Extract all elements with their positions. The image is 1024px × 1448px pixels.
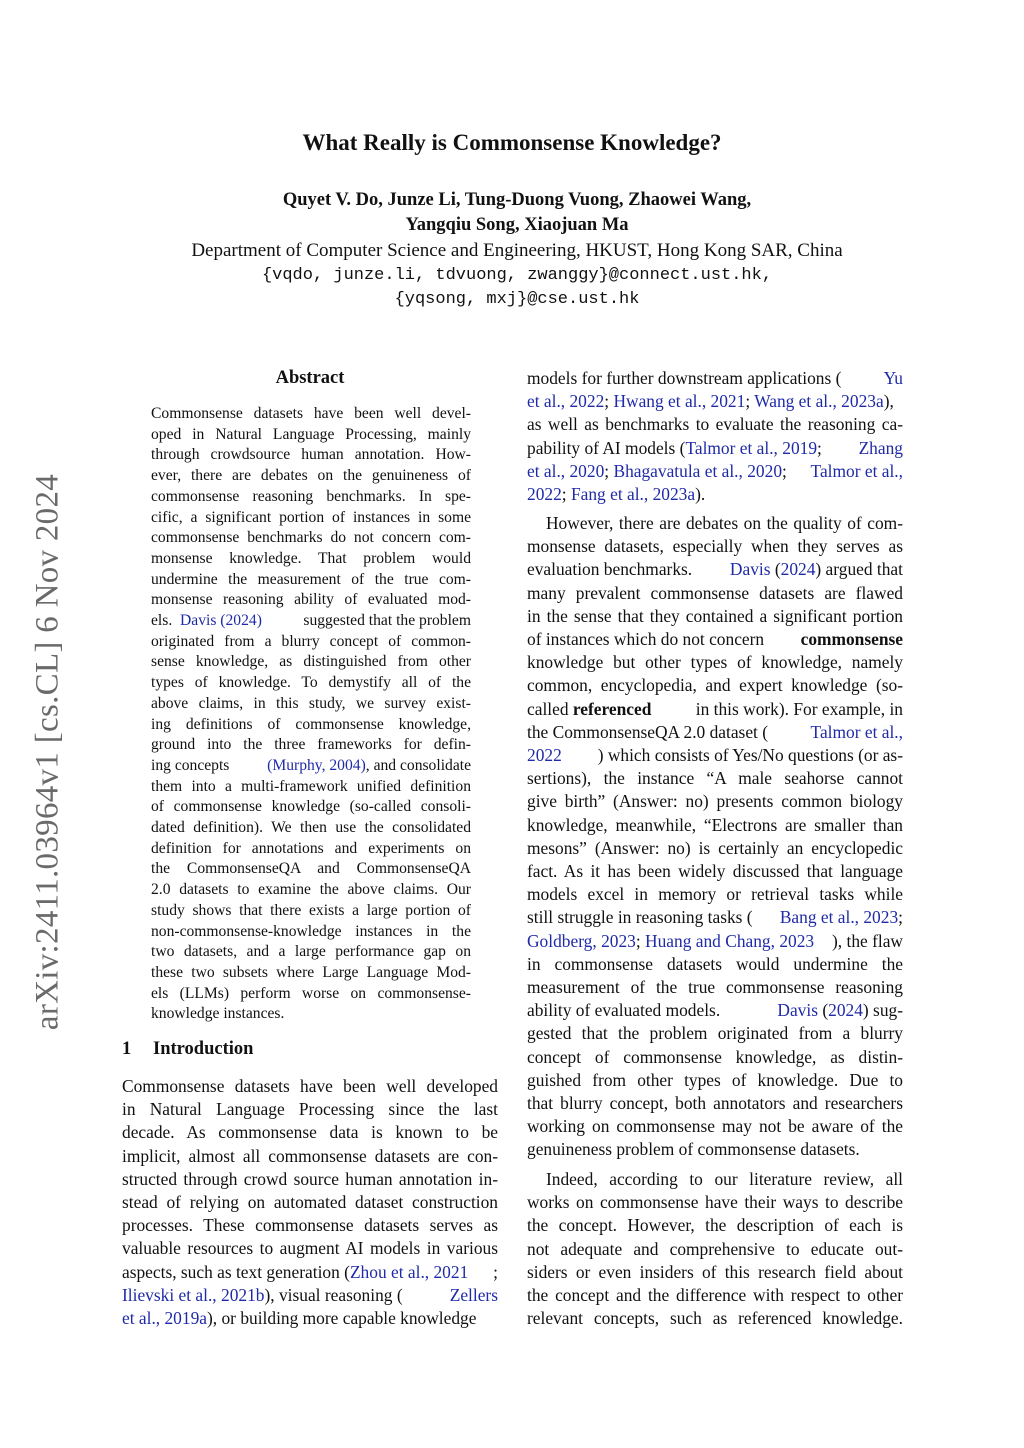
citation-zellers-2019a[interactable]: et al., 2019a	[122, 1308, 207, 1329]
body-line: siders or even insiders of this research field about	[527, 1261, 903, 1282]
intro-right-paragraph-2	[527, 512, 903, 1162]
authors-line-1: Quyet V. Do, Junze Li, Tung-Duong Vuong, Zhaowei Wang,	[282, 190, 752, 210]
body-line: models excel in memory or retrieval tasks while	[527, 884, 903, 905]
citation-zellers[interactable]: Zellers	[449, 1284, 498, 1305]
abstract-text: ing concepts	[151, 756, 230, 774]
body-text: ).	[695, 484, 706, 505]
affiliation: Department of Computer Science and Engineering, HKUST, Hong Kong SAR, China	[191, 240, 843, 261]
citation-davis-2-year[interactable]: 2024	[828, 1000, 863, 1021]
body-text: ;	[898, 907, 903, 928]
body-text: ) which consists of Yes/No questions (or as-	[597, 745, 903, 766]
citation-talmor[interactable]: Talmor et al.,	[810, 460, 903, 481]
abstract-body	[151, 404, 471, 1025]
body-text: ), the flaw	[832, 930, 903, 951]
body-line	[527, 558, 903, 581]
abstract-line	[151, 756, 471, 777]
body-line	[527, 437, 903, 460]
body-line	[122, 1261, 498, 1284]
citation-davis-year[interactable]: 2024	[780, 559, 816, 580]
body-line: in the sense that they contained a significant portion	[527, 605, 903, 626]
body-line: not adequate and comprehensive to educate out-	[527, 1238, 903, 1259]
body-line: valuable resources to augment AI models in various	[122, 1238, 498, 1259]
body-text: evaluation benchmarks.	[527, 559, 693, 580]
citation-talmor-et-al[interactable]: Talmor et al.,	[810, 721, 903, 742]
body-line: works on commonsense have their ways to describe	[527, 1192, 903, 1213]
body-line	[527, 390, 903, 413]
citation-goldberg-2023[interactable]: Goldberg, 2023	[527, 930, 636, 951]
abstract-line: commonsense reasoning benchmarks. In spe-	[151, 487, 471, 505]
body-line	[527, 628, 903, 651]
citation-zhou-2021[interactable]: Zhou et al., 2021	[349, 1261, 469, 1282]
body-text: ;	[493, 1261, 498, 1282]
body-line	[527, 483, 903, 506]
body-line: fact. As it has been widely discussed that language	[527, 861, 903, 882]
body-line: the concept. However, the description of each is	[527, 1215, 903, 1236]
body-line: knowledge but other types of knowledge, namely	[527, 652, 903, 673]
body-line: stead of relying on automated dataset construction	[122, 1192, 498, 1213]
body-text: in this work). For example, in	[695, 698, 903, 719]
citation-yu[interactable]: Yu	[883, 368, 903, 388]
intro-right-paragraph-1	[527, 367, 903, 506]
body-line: in Natural Language Processing since the last	[122, 1099, 498, 1120]
abstract-line: monsense reasoning ability of evaluated mod-	[151, 591, 471, 609]
citation-davis[interactable]: Davis	[729, 559, 771, 580]
body-line	[527, 721, 903, 744]
body-line: knowledge, meanwhile, “Electrons are smaller than	[527, 814, 903, 835]
body-line	[527, 930, 903, 953]
body-line: measurement of the true commonsense reasoning	[527, 977, 903, 998]
body-text: models for further downstream applications (	[527, 368, 842, 388]
body-line: that blurry concept, both annotators and researchers	[527, 1093, 903, 1114]
body-text: ;	[817, 437, 822, 458]
body-line: decade. As commonsense data is known to be	[122, 1122, 498, 1143]
abstract-line: originated from a blurry concept of common-	[151, 632, 471, 650]
body-text: ability of evaluated models.	[527, 1000, 721, 1021]
body-line: mesons” (Answer: no) is certainly an encyclopedic	[527, 837, 903, 858]
body-text: of instances which do not concern	[527, 629, 765, 650]
body-line: common, encyclopedia, and expert knowledge (so-	[527, 675, 903, 696]
abstract-line: undermine the measurement of the true com-	[151, 570, 471, 588]
abstract-line: definition for annotations and experiments on	[151, 839, 471, 857]
body-line: give birth” (Answer: no) presents common biology	[527, 791, 903, 812]
body-text: ;	[561, 484, 571, 505]
abstract-line: these two subsets where Large Language Mod-	[151, 963, 471, 981]
citation-wang-2023a[interactable]: Wang et al., 2023a	[754, 391, 884, 412]
abstract-line: monsense knowledge. That problem would	[151, 549, 471, 567]
email-line-2: {yqsong, mxj}@cse.ust.hk	[394, 290, 640, 309]
abstract-line: els (LLMs) perform worse on commonsense-	[151, 984, 471, 1002]
citation-hwang-2021[interactable]: Hwang et al., 2021	[613, 391, 746, 412]
citation-talmor-2022b[interactable]: 2022	[527, 745, 562, 766]
body-text: ),	[883, 391, 894, 412]
abstract-line: through crowdsource human annotation. How-	[151, 446, 471, 464]
abstract-line: 2.0 datasets to examine the above claims. Our	[151, 881, 471, 899]
body-text: ;	[782, 460, 787, 481]
body-text: pability of AI models (	[527, 437, 686, 458]
body-text: ;	[635, 930, 646, 951]
body-line: sertions), the instance “A male seahorse cannot	[527, 768, 903, 789]
body-line: gested that the problem originated from a blurry	[527, 1023, 903, 1044]
abstract-line: Commonsense datasets have been well devel-	[151, 405, 471, 422]
body-text: aspects, such as text generation (	[122, 1261, 350, 1282]
body-line	[527, 460, 903, 483]
abstract-line: non-commonsense-knowledge instances in the	[151, 922, 471, 940]
abstract-line: the CommonsenseQA and CommonsenseQA	[151, 860, 471, 878]
citation-bang-2023[interactable]: Bang et al., 2023	[779, 907, 899, 928]
abstract-line: cific, a significant portion of instances in some	[151, 508, 471, 526]
citation-davis-2[interactable]: Davis	[777, 1000, 818, 1021]
intro-right-paragraph-3	[527, 1168, 903, 1330]
citation-fang-2023a[interactable]: Fang et al., 2023a	[570, 484, 696, 505]
abstract-line: sense knowledge, as distinguished from other	[151, 653, 471, 671]
emphasis-commonsense: commonsense	[800, 629, 903, 650]
abstract-line: study shows that there exists a large portion of	[151, 901, 471, 919]
abstract-line: ing definitions of commonsense knowledge,	[151, 715, 471, 733]
abstract-text: suggested that the problem	[303, 612, 471, 630]
paper-title: What Really is Commonsense Knowledge?	[302, 130, 722, 155]
body-text: (	[817, 1000, 829, 1021]
citation-bhagavatula-2020[interactable]: Bhagavatula et al., 2020	[613, 460, 783, 481]
body-line	[122, 1307, 498, 1330]
citation-yu-2022[interactable]: et al., 2022	[527, 391, 605, 412]
body-line: monsense datasets, especially when they serves as	[527, 536, 903, 557]
authors-line-2: Yangqiu Song, Xiaojuan Ma	[405, 215, 629, 235]
abstract-text: els.	[151, 612, 173, 630]
citation-huang-chang-2023[interactable]: Huang and Chang, 2023	[645, 930, 815, 951]
body-line: structed through crowd source human annotation in-	[122, 1168, 498, 1189]
abstract-line: them into a multi-framework unified definition	[151, 777, 471, 795]
body-text: ;	[604, 391, 614, 412]
citation-ilievski-2021b[interactable]: Ilievski et al., 2021b	[122, 1284, 265, 1305]
body-line: processes. These commonsense datasets serves as	[122, 1215, 498, 1236]
abstract-line: dated definition). We then use the consolidated	[151, 819, 471, 837]
citation-murphy-2004[interactable]: (Murphy, 2004)	[267, 756, 366, 774]
abstract-text: , and consolidate	[365, 756, 471, 774]
body-line: in commonsense datasets would undermine the	[527, 953, 903, 974]
body-line: Commonsense datasets have been well developed	[122, 1076, 498, 1096]
body-line	[527, 698, 903, 721]
abstract-heading: Abstract	[275, 368, 345, 388]
abstract-line: types of knowledge. To demystify all of the	[151, 674, 471, 692]
body-line: implicit, almost all commonsense datasets are con-	[122, 1145, 498, 1166]
body-text: ) argued that	[815, 559, 903, 580]
body-text: (	[770, 559, 781, 580]
body-line: relevant concepts, such as referenced knowledge.	[527, 1308, 903, 1329]
citation-davis-2024[interactable]: Davis (2024)	[180, 612, 262, 630]
abstract-line: ever, there are debates on the genuineness of	[151, 467, 471, 485]
arxiv-identifier: arXiv:2411.03964v1 [cs.CL] 6 Nov 2024	[29, 473, 66, 1031]
body-text: ), or building more capable knowledge	[207, 1308, 477, 1329]
abstract-line: above claims, in this study, we survey exist-	[151, 694, 471, 712]
abstract-line: oped in Natural Language Processing, mainly	[151, 425, 471, 443]
body-line	[527, 744, 903, 767]
body-text: ;	[745, 391, 755, 412]
abstract-line: commonsense benchmarks do not concern com-	[151, 529, 471, 547]
body-line: Indeed, according to our literature review, all	[546, 1169, 903, 1189]
email-line-1: {vqdo, junze.li, tdvuong, zwanggy}@connect.ust.hk,	[261, 266, 773, 285]
body-text: ) sug-	[862, 1000, 903, 1021]
abstract-line: of commonsense knowledge (so-called consoli-	[151, 798, 471, 816]
citation-talmor-2019[interactable]: Talmor et al., 2019	[685, 437, 818, 458]
abstract-line: knowledge instances.	[151, 1005, 285, 1023]
body-line	[122, 1284, 498, 1307]
body-text: called	[527, 698, 573, 719]
body-text: the CommonsenseQA 2.0 dataset (	[527, 721, 769, 742]
body-line: genuineness problem of commonsense datasets.	[527, 1139, 860, 1160]
body-text: ), visual reasoning (	[264, 1284, 403, 1305]
section-title: Introduction	[153, 1039, 254, 1059]
citation-zhang[interactable]: Zhang	[858, 437, 903, 458]
body-line: concept of commonsense knowledge, as distin-	[527, 1046, 903, 1067]
body-line	[527, 367, 903, 390]
intro-left-column	[122, 1075, 498, 1330]
section-number: 1	[122, 1039, 132, 1059]
abstract-line	[151, 611, 471, 632]
body-text: still struggle in reasoning tasks (	[527, 907, 753, 928]
body-line: many prevalent commonsense datasets are flawed	[527, 582, 903, 603]
body-line: as well as benchmarks to evaluate the reasoning ca-	[527, 414, 903, 435]
body-line	[527, 999, 903, 1022]
body-line: However, there are debates on the quality of com-	[546, 513, 903, 533]
body-line: the concept and the difference with respect to other	[527, 1285, 903, 1306]
body-line: working on commonsense may not be aware of the	[527, 1116, 903, 1137]
body-line: guished from other types of knowledge. Due to	[527, 1069, 903, 1090]
emphasis-referenced: referenced	[572, 698, 652, 719]
citation-zhang-2020[interactable]: et al., 2020	[527, 460, 605, 481]
abstract-line: ground into the three frameworks for defin-	[151, 736, 471, 754]
section-heading-introduction	[122, 1039, 253, 1060]
abstract-line: two datasets, and a large performance gap on	[151, 943, 471, 961]
body-line	[527, 906, 903, 929]
arxiv-side-stamp	[0, 0, 66, 1031]
body-text: ;	[604, 460, 614, 481]
citation-talmor-2022[interactable]: 2022	[527, 484, 562, 505]
